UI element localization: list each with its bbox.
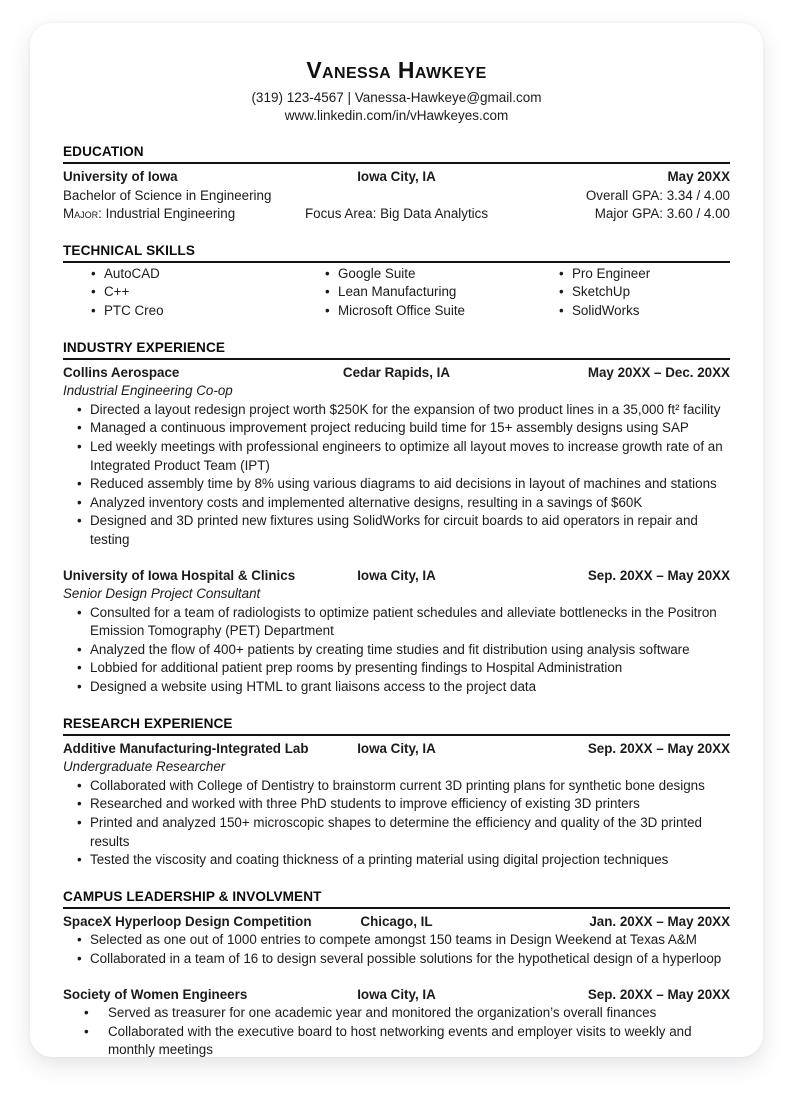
bullet-item: • Directed a layout redesign project worth $250K for the expansion of two product lines in a 35,000 ft² facility	[77, 401, 730, 420]
entry-heading-row	[63, 567, 730, 586]
campus-body	[63, 909, 730, 1060]
skill-item: • PTC Creo	[91, 302, 297, 321]
education-overall-gpa: Overall GPA: 3.34 / 4.00	[585, 187, 730, 203]
section-title-research-experience: RESEARCH EXPERIENCE	[63, 716, 730, 736]
candidate-name: Vanessa Hawkeye	[306, 57, 487, 83]
experience-entry	[63, 913, 730, 969]
skills-column-3	[531, 265, 730, 321]
section-industry-experience	[63, 340, 730, 697]
education-major	[63, 206, 235, 221]
skill-item: • Microsoft Office Suite	[325, 302, 531, 321]
entry-location: Cedar Rapids, IA	[342, 364, 451, 380]
bullet-item: • Consulted for a team of radiologists to optimize patient schedules and alleviate bottlenecks in the Positron Emission Tomography (PET) Department	[77, 604, 730, 641]
education-major-label: Major:	[63, 206, 102, 222]
section-title-technical-skills: TECHNICAL SKILLS	[63, 243, 730, 263]
education-school: University of Iowa	[63, 169, 178, 184]
skill-item: • C++	[91, 283, 297, 302]
bullet-item: • Collaborated with the executive board to host networking events and employer visits to weekly and monthly meetings	[84, 1023, 730, 1060]
education-degree-row	[63, 187, 730, 206]
education-body	[63, 164, 730, 224]
bullet-item: • Collaborated with College of Dentistry to brainstorm current 3D printing plans for synthetic bone designs	[77, 777, 730, 796]
entry-bullet-list	[63, 931, 730, 968]
entry-role: Senior Design Project Consultant	[63, 586, 261, 602]
bullet-item: • Designed a website using HTML to grant liaisons access to the project data	[77, 678, 730, 697]
skills-column-1	[63, 265, 297, 321]
contact-line: (319) 123-4567 | Vanessa-Hawkeye@gmail.com	[251, 90, 542, 105]
skills-grid	[63, 263, 730, 321]
entry-dates: Sep. 20XX – May 20XX	[587, 986, 730, 1002]
linkedin-url: www.linkedin.com/in/vHawkeyes.com	[284, 108, 509, 123]
section-campus-leadership	[63, 889, 730, 1060]
bullet-item: • Analyzed the flow of 400+ patients by creating time studies and fit distribution using analysis software	[77, 641, 730, 660]
section-research-experience	[63, 716, 730, 870]
skill-item: • AutoCAD	[91, 265, 297, 284]
research-body	[63, 736, 730, 870]
education-major-gpa: Major GPA: 3.60 / 4.00	[594, 206, 730, 222]
education-focus-area: Focus Area: Big Data Analytics	[304, 206, 489, 222]
entry-organization: Additive Manufacturing-Integrated Lab	[63, 740, 309, 756]
entry-heading-row	[63, 986, 730, 1005]
section-title-campus-leadership: CAMPUS LEADERSHIP & INVOLVMENT	[63, 889, 730, 909]
entry-location: Iowa City, IA	[357, 740, 436, 756]
entry-bullet-list	[63, 604, 730, 697]
resume-card	[30, 23, 763, 1057]
experience-entry	[63, 740, 730, 870]
industry-body	[63, 360, 730, 697]
skills-column-2	[297, 265, 531, 321]
skill-item: • Pro Engineer	[559, 265, 730, 284]
education-major-row	[63, 205, 730, 224]
entry-dates: May 20XX – Dec. 20XX	[587, 364, 730, 380]
resume-header	[63, 57, 730, 125]
bullet-item: • Designed and 3D printed new fixtures using SolidWorks for circuit boards to aid operators in repair and testing	[77, 512, 730, 549]
entry-location: Chicago, IL	[360, 913, 433, 929]
section-education	[63, 144, 730, 224]
entry-heading-row	[63, 740, 730, 759]
skill-item: • Lean Manufacturing	[325, 283, 531, 302]
entry-location: Iowa City, IA	[357, 567, 436, 583]
bullet-item: • Managed a continuous improvement project reducing build time for 15+ assembly designs using SAP	[77, 419, 730, 438]
education-location: Iowa City, IA	[357, 169, 436, 184]
section-technical-skills	[63, 243, 730, 321]
entry-heading-row	[63, 364, 730, 383]
education-degree: Bachelor of Science in Engineering	[63, 187, 272, 203]
entry-bullet-list	[63, 1004, 730, 1060]
experience-entry	[63, 567, 730, 697]
bullet-item: • Led weekly meetings with professional engineers to optimize all layout moves to increase growth rate of an Integrated Product Team (IPT)	[77, 438, 730, 475]
bullet-item: • Served as treasurer for one academic year and monitored the organization’s overall finances	[84, 1004, 730, 1023]
entry-organization: SpaceX Hyperloop Design Competition	[63, 913, 312, 929]
education-major-value: Industrial Engineering	[105, 206, 236, 222]
entry-dates: Sep. 20XX – May 20XX	[587, 740, 730, 756]
skill-item: • SolidWorks	[559, 302, 730, 321]
experience-entry	[63, 364, 730, 550]
bullet-item: • Collaborated in a team of 16 to design several possible solutions for the hypothetical design of a hyperloop	[77, 950, 730, 969]
bullet-item: • Researched and worked with three PhD students to improve efficiency of existing 3D printers	[77, 795, 730, 814]
skill-item: • Google Suite	[325, 265, 531, 284]
entry-heading-row	[63, 913, 730, 932]
entry-bullet-list	[63, 401, 730, 550]
bullet-item: • Tested the viscosity and coating thickness of a printing material using digital projection techniques	[77, 851, 730, 870]
section-title-education: EDUCATION	[63, 144, 730, 164]
experience-entry	[63, 986, 730, 1060]
entry-role: Undergraduate Researcher	[63, 759, 226, 775]
entry-organization: Society of Women Engineers	[63, 986, 248, 1002]
skill-item: • SketchUp	[559, 283, 730, 302]
entry-location: Iowa City, IA	[357, 986, 436, 1002]
entry-bullet-list	[63, 777, 730, 870]
education-heading-row	[63, 168, 730, 187]
bullet-item: • Lobbied for additional patient prep rooms by presenting findings to Hospital Administration	[77, 659, 730, 678]
entry-dates: Sep. 20XX – May 20XX	[587, 567, 730, 583]
education-date: May 20XX	[667, 169, 730, 184]
entry-organization: University of Iowa Hospital & Clinics	[63, 567, 296, 583]
section-title-industry-experience: INDUSTRY EXPERIENCE	[63, 340, 730, 360]
entry-dates: Jan. 20XX – May 20XX	[589, 913, 730, 929]
bullet-item: • Reduced assembly time by 8% using various diagrams to aid decisions in layout of machines and stations	[77, 475, 730, 494]
entry-role: Industrial Engineering Co-op	[63, 383, 233, 399]
bullet-item: • Selected as one out of 1000 entries to compete amongst 150 teams in Design Weekend at Texas A&M	[77, 931, 730, 950]
bullet-item: • Analyzed inventory costs and implemented alternative designs, resulting in a savings of $60K	[77, 494, 730, 513]
bullet-item: • Printed and analyzed 150+ microscopic shapes to determine the efficiency and quality of the 3D printed results	[77, 814, 730, 851]
entry-organization: Collins Aerospace	[63, 364, 180, 380]
